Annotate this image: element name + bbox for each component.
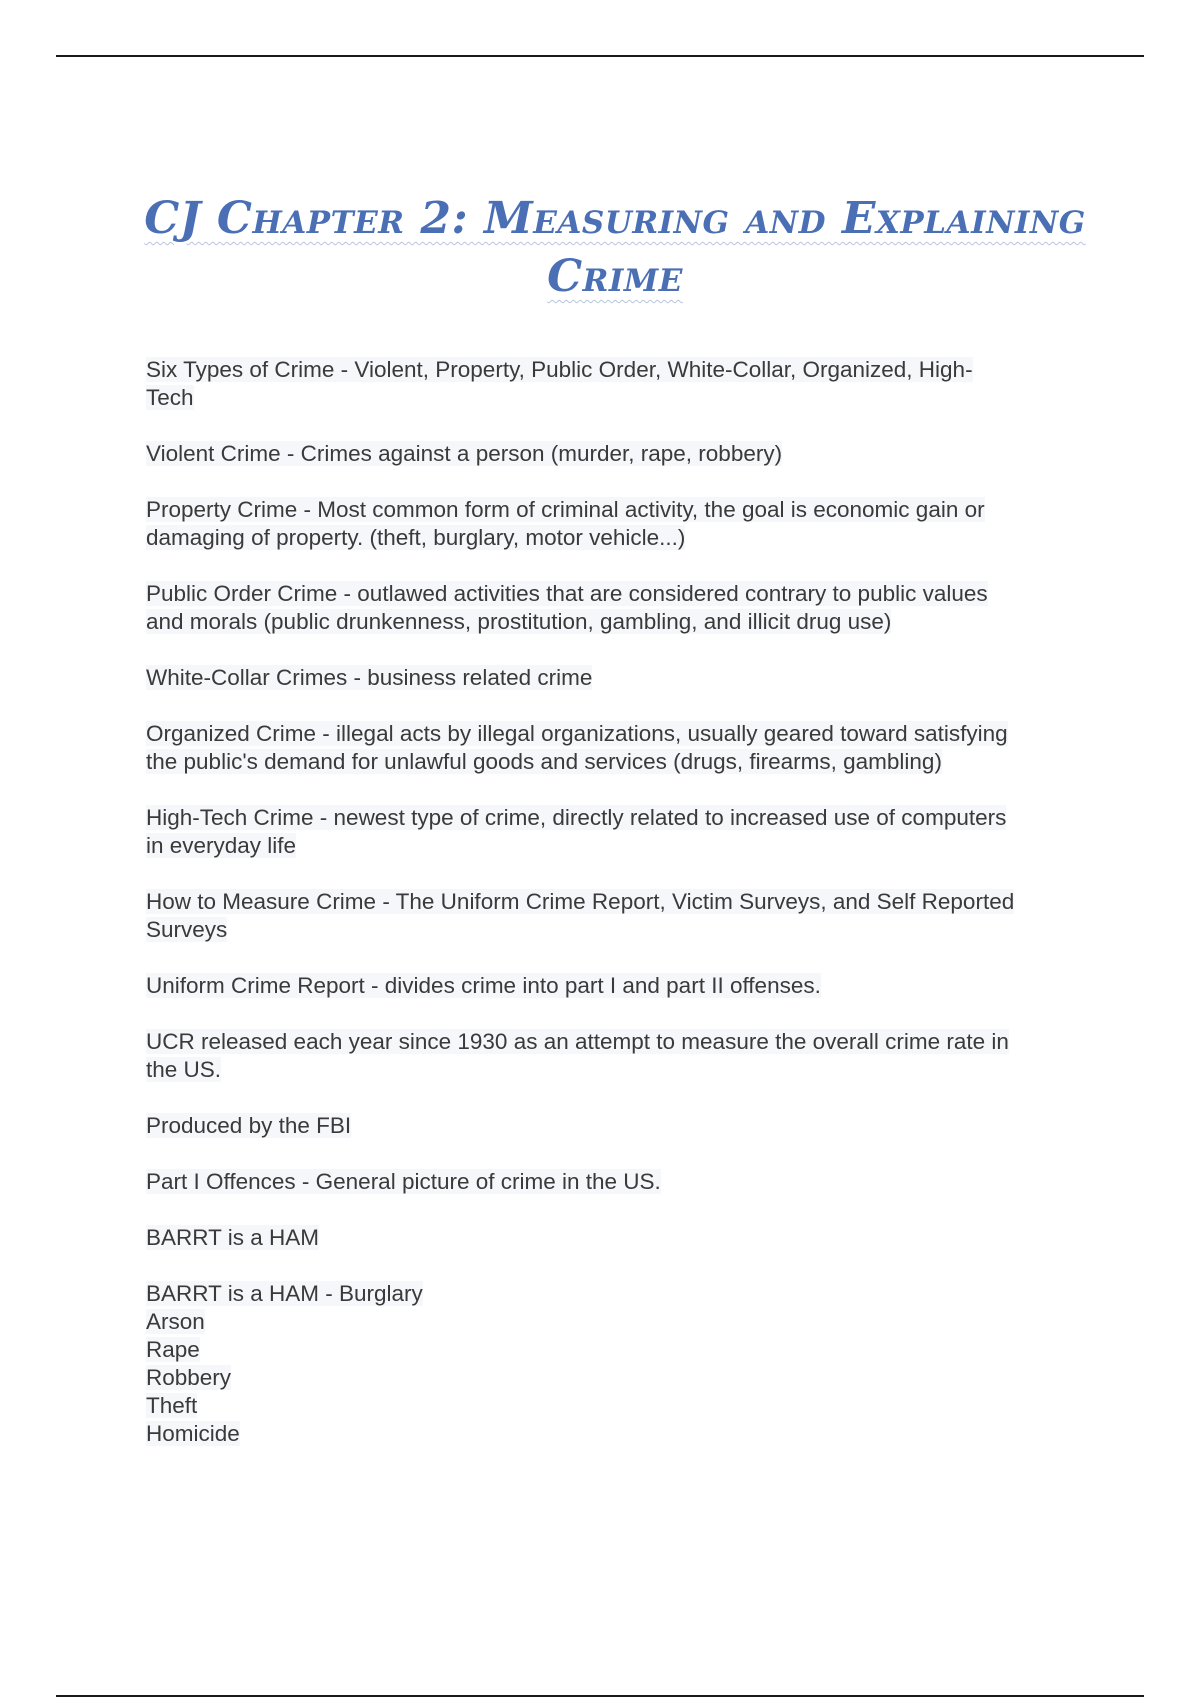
paragraph <box>146 580 1086 636</box>
document-body <box>146 356 1086 1476</box>
paragraph <box>146 888 1086 944</box>
paragraph-text: BARRT is a HAM <box>146 1225 319 1250</box>
paragraph-text: Violent Crime - Crimes against a person (murder, rape, robbery) <box>146 441 783 466</box>
paragraph <box>146 356 1086 412</box>
paragraph <box>146 804 1086 860</box>
paragraph <box>146 720 1086 776</box>
paragraph <box>146 1028 1086 1084</box>
paragraph <box>146 1168 1086 1196</box>
paragraph <box>146 1112 1086 1140</box>
paragraph-text: White-Collar Crimes - business related crime <box>146 665 593 690</box>
paragraph <box>146 440 1086 468</box>
paragraph <box>146 664 1086 692</box>
page-title <box>130 190 1100 306</box>
paragraph <box>146 1224 1086 1252</box>
paragraph-text: How to Measure Crime - The Uniform Crime Report, Victim Surveys, and Self Reported Surveys <box>146 889 1015 942</box>
paragraph-text: High-Tech Crime - newest type of crime, directly related to increased use of computers in everyday life <box>146 805 1007 858</box>
paragraph <box>146 972 1086 1000</box>
paragraph-text: BARRT is a HAM - Burglary Arson Rape Robbery Theft Homicide <box>146 1281 423 1446</box>
paragraph-text: Public Order Crime - outlawed activities that are considered contrary to public values and morals (public drunkenness, prostitution, gambling, and illicit drug use) <box>146 581 988 634</box>
paragraph-text: UCR released each year since 1930 as an attempt to measure the overall crime rate in the US. <box>146 1029 1009 1082</box>
bottom-rule <box>56 1695 1144 1697</box>
top-rule <box>56 55 1144 57</box>
title-line-2: Crime <box>547 251 683 302</box>
paragraph-text: Organized Crime - illegal acts by illegal organizations, usually geared toward satisfying the public's demand for unlawful goods and services (drugs, firearms, gambling) <box>146 721 1008 774</box>
paragraph-text: Property Crime - Most common form of criminal activity, the goal is economic gain or damaging of property. (theft, burglary, motor vehicle...) <box>146 497 985 550</box>
paragraph-text: Six Types of Crime - Violent, Property, Public Order, White-Collar, Organized, High- Tech <box>146 357 973 410</box>
paragraph-text: Produced by the FBI <box>146 1113 352 1138</box>
paragraph <box>146 1280 1086 1448</box>
paragraph-text: Part I Offences - General picture of crime in the US. <box>146 1169 661 1194</box>
paragraph-text: Uniform Crime Report - divides crime into part I and part II offenses. <box>146 973 821 998</box>
paragraph <box>146 496 1086 552</box>
title-line-1: CJ Chapter 2: Measuring and Explaining <box>144 193 1086 244</box>
